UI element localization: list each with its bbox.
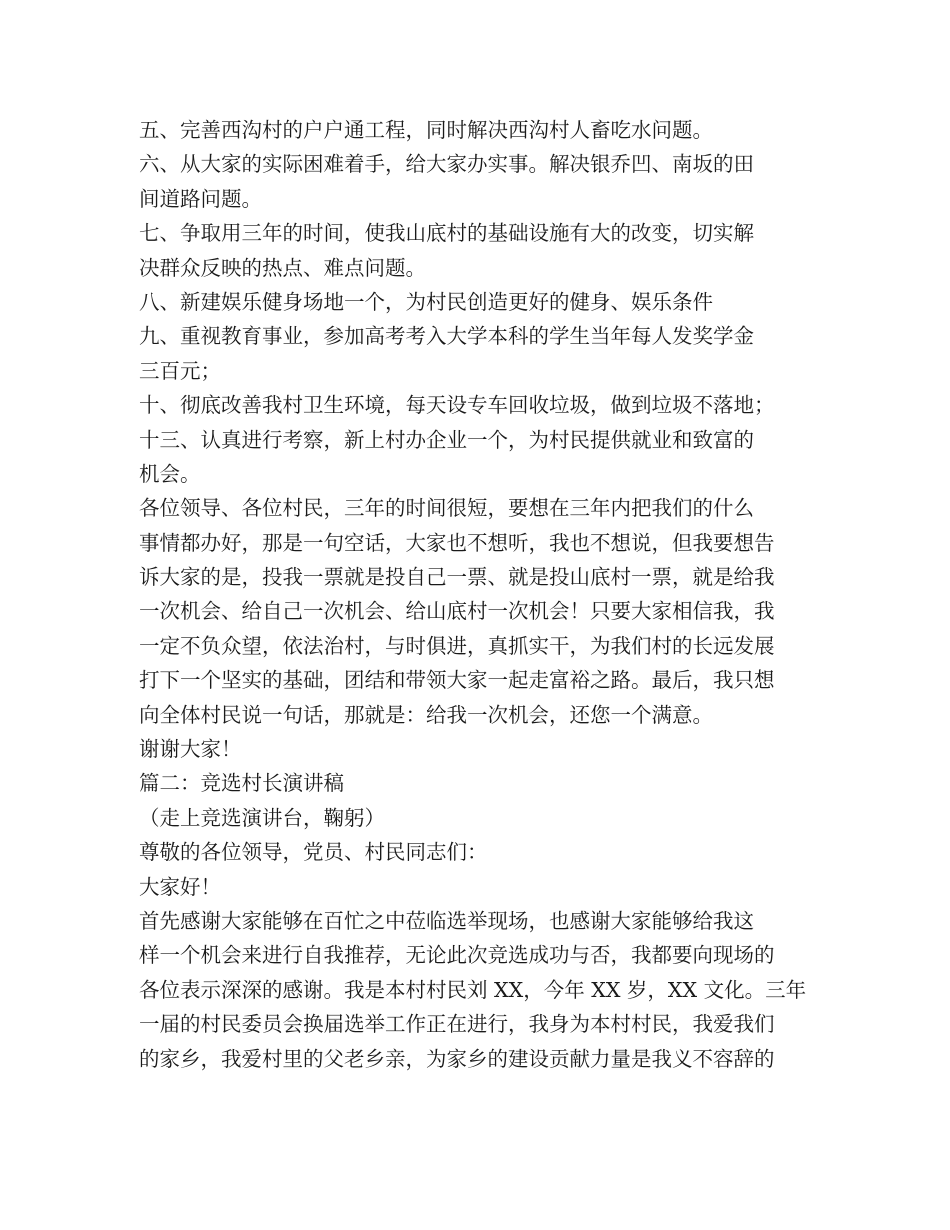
text-line: 向全体村民说一句话，那就是：给我一次机会，还您一个满意。 xyxy=(139,702,713,727)
text-line: 事情都办好，那是一句空话，大家也不想听，我也不想说，但我要想告 xyxy=(139,530,775,555)
text-line: 十三、认真进行考察，新上村办企业一个，为村民提供就业和致富的 xyxy=(139,427,754,452)
text-line: 一届的村民委员会换届选举工作正在进行，我身为本村村民，我爱我们 xyxy=(139,1012,775,1037)
text-line: 机会。 xyxy=(139,461,201,486)
text-line: 十、彻底改善我村卫生环境，每天设专车回收垃圾，做到垃圾不落地； xyxy=(139,393,775,418)
text-line: 首先感谢大家能够在百忙之中莅临选举现场，也感谢大家能够给我这 xyxy=(139,908,754,933)
text-line: （走上竞选演讲台，鞠躬） xyxy=(139,805,385,830)
text-line: 一定不负众望，依法治村，与时俱进，真抓实干，为我们村的长远发展 xyxy=(139,633,775,658)
document-page xyxy=(139,113,814,1076)
text-line: 谢谢大家！ xyxy=(139,737,242,762)
text-line: 样一个机会来进行自我推荐，无论此次竞选成功与否，我都要向现场的 xyxy=(139,943,775,968)
greeting: 大家好！ xyxy=(139,874,221,899)
text-line: 各位领导、各位村民，三年的时间很短，要想在三年内把我们的什么 xyxy=(139,496,754,521)
text-line: 各位表示深深的感谢。我是本村村民刘 XX，今年 XX 岁，XX 文化。三年 xyxy=(139,977,807,1002)
text-line: 打下一个坚实的基础，团结和带领大家一起走富裕之路。最后，我只想 xyxy=(139,668,775,693)
text-line: 诉大家的是，投我一票就是投自己一票、就是投山底村一票，就是给我 xyxy=(139,565,775,590)
text-line: 三百元； xyxy=(139,358,221,383)
text-line: 八、新建娱乐健身场地一个，为村民创造更好的健身、娱乐条件 xyxy=(139,289,713,314)
text-line: 间道路问题。 xyxy=(139,186,262,211)
text-line: 六、从大家的实际困难着手，给大家办实事。解决银乔凹、南坂的田 xyxy=(139,152,754,177)
text-line: 七、争取用三年的时间，使我山底村的基础设施有大的改变，切实解 xyxy=(139,221,754,246)
text-line: 九、重视教育事业，参加高考考入大学本科的学生当年每人发奖学金 xyxy=(139,324,754,349)
text-line: 决群众反映的热点、难点问题。 xyxy=(139,255,426,280)
salutation: 尊敬的各位领导，党员、村民同志们： xyxy=(139,840,488,865)
section-heading: 篇二：竞选村长演讲稿 xyxy=(139,771,344,796)
text-line: 五、完善西沟村的户户通工程，同时解决西沟村人畜吃水问题。 xyxy=(139,118,713,142)
text-line: 的家乡，我爱村里的父老乡亲，为家乡的建设贡献力量是我义不容辞的 xyxy=(139,1046,775,1071)
text-line: 一次机会、给自己一次机会、给山底村一次机会！只要大家相信我，我 xyxy=(139,599,775,624)
